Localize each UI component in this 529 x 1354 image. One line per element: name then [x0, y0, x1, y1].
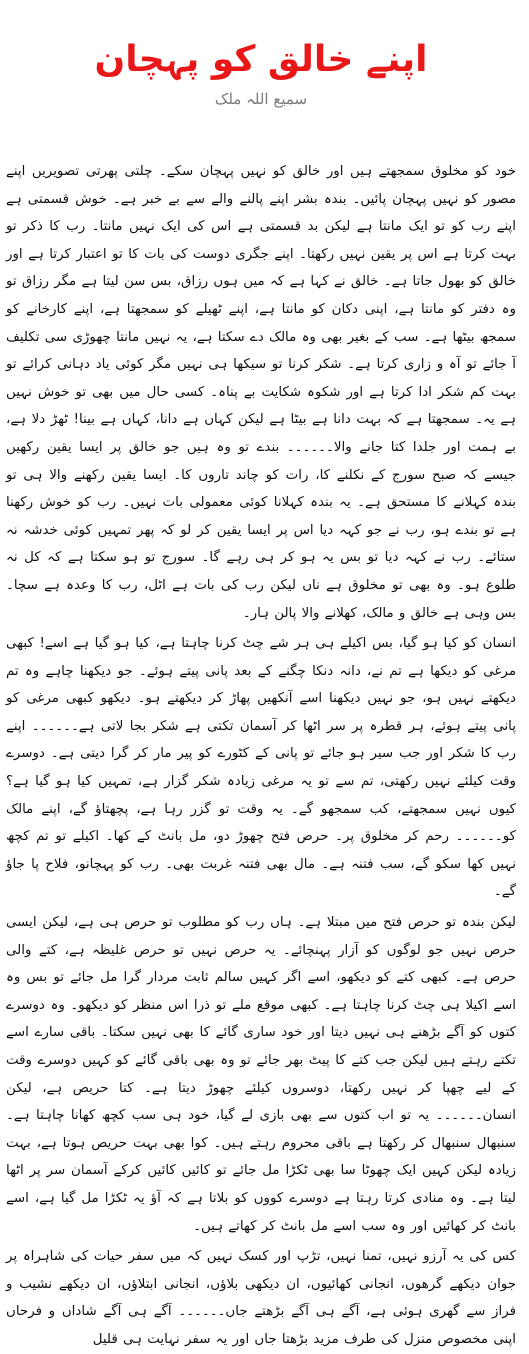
article-paragraph-1: خود کو مخلوق سمجھتے ہیں اور خالق کو نہیں پہچان سکے۔ چلتی پھرتی تصویریں اپنے مصور کو نہیں پہچان پائیں۔ بندہ بشر اپنے پالنے والے سے بے خبر ہے۔ خوش قسمتی ہے اپنے رب کو تو ایک مانتا ہے لیکن بد قسمتی ہے اس کی ایک نہیں مانتا۔ رب کا ذکر تو بہت کرتا ہے اس پر یقین نہیں رکھتا۔ اپنے جگری دوست کی بات کا تو اعتبار کرتا ہے اور خالق کو بھول جاتا ہے۔ خالق نے کہا ہے کہ میں ہوں رزاق، بس سن لیتا ہے مگر رزاق تو وہ دفتر کو مانتا ہے، اپنی دکان کو مانتا ہے، اپنے ٹھیلے کو سمجھتا ہے، اپنے کارخانے کو سمجھ بیٹھا ہے۔ سب کے بغیر بھی وہ مالک دے سکتا ہے، یہ نہیں مانتا چھوڑی سی تکلیف آ جائے تو آہ و زاری کرتا ہے۔ شکر کرنا تو سیکھا ہی نہیں مگر کوئی یاد دہانی کرائے تو بہت کم شکر ادا کرتا ہے اور شکوہ شکایت بے پناہ۔ کسی حال میں بھی تو خوش نہیں ہے یہ۔ سمجھتا ہے کہ بہت دانا ہے بیٹا ہے لیکن کہاں ہے دانا، کہاں ہے بینا! ٹھڑ دلا ہے، بے ہمت اور جلدا کتا جانے والا۔۔۔۔۔۔ بندے تو وہ ہیں جو خالق پر ایسا یقین رکھیں جیسے کہ صبح سورج کے نکلنے کا، رات کو چاند تاروں کا۔ ایسا یقین رکھنے والا ہی تو بندہ کہلانے کا مستحق ہے۔ یہ بندہ کہلانا کوئی معمولی بات نہیں۔ رب کو خوش رکھنا ہے تو بندے ہو، رب نے جو کہہ دیا اس پر ایسا یقین کر لو کہ پھر تمہیں کوئی خدشہ نہ ستائے۔ رب نے کہہ دیا تو بس یہ ہو کر ہی رہے گا۔ سورج تو ہو سکتا ہے کہ کل نہ طلوع ہو۔ وہ بھی تو مخلوق ہے ناں لیکن رب کی بات ہے اٹل، رب کا وعدہ ہے سچا۔ بس وہی ہے خالق و مالک، کھلانے والا پالن ہار۔ — [6, 164, 516, 621]
article-paragraph-2: انسان کو کیا ہو گیا، بس اکیلے ہی ہر شے چٹ کرنا چاہتا ہے، کیا ہو گیا ہے اسے! کبھی مرغی کو دیکھا ہے تم نے، دانہ دنکا چگنے کے بعد پانی پیتے ہوئے۔ جو دیکھنا چاہے وہ تم دیکھتے نہیں ہو، جو نہیں دیکھنا اسے آنکھیں پھاڑ کر دیکھتے ہو۔ دیکھو کبھی مرغی کو پانی پیتے ہوئے، ہر قطرہ پر سر اٹھا کر آسمان تکتی ہے شکر بجا لاتی ہے۔۔۔۔۔۔ اپنے رب کا شکر اور جب سیر ہو جائے تو پانی کے کٹورے کو پیر مار کر گرا دیتی ہے۔ دوسرے وقت کیلئے نہیں رکھتی، تم سے تو یہ مرغی زیادہ شکر گزار ہے، تمہیں کیا ہو گیا ہے؟ کیوں نہیں سمجھتے، کب سمجھو گے۔ یہ وقت تو گزر رہا ہے، پچھتاؤ گے، اپنے مالک کو۔۔۔۔۔۔ رحم کر مخلوق پر۔ حرص فتح چھوڑ دو، مل بانٹ کے کھا۔ اکیلے تو تم کچھ نہیں کھا سکو گے، سب فتنہ ہے۔ مال بھی فتنہ غربت بھی۔ رب کو پہچانو، فلاح پا جاؤ گے۔ — [6, 636, 516, 900]
article-paragraph-3: لیکن بندہ تو حرص فتح میں مبتلا ہے۔ ہاں رب کو مطلوب تو حرص ہی ہے، لیکن ایسی حرص نہیں جو لوگوں کو آزار پہنچائے۔ یہ حرص نہیں تو حرص غلیظہ ہے، کتے والی حرص ہے۔ کبھی کتے کو دیکھو، اسے اگر کہیں سالم ثابت مردار گرا مل جائے تو بس وہ اسے اکیلا ہی چٹ کرنا چاہتا ہے۔ کبھی موقع ملے تو ذرا اس منظر کو دیکھو۔ وہ دوسرے کتوں کو آگے بڑھنے ہی نہیں دیتا اور خود ساری گائے کا بھی نہیں سکتا۔ باقی سارے اسے تکتے رہتے ہیں لیکن جب کتے کا پیٹ بھر جائے تو وہ بھی باقی گائے کو کہیں دوسرے وقت کے لیے چھپا کر نہیں رکھتا، دوسروں کیلئے چھوڑ دیتا ہے۔ کتا حریص ہے، لیکن انسان۔۔۔۔۔۔ یہ تو اب کتوں سے بھی بازی لے گیا، خود ہی سب کچھ کھانا چاہتا ہے۔ سنبھال سنبھال کر رکھتا ہے باقی محروم رہتے ہیں۔ کوا بھی بہت حریص ہوتا ہے، بہت زیادہ لیکن کہیں ایک چھوٹا سا بھی ٹکڑا مل جائے تو کائیں کائیں کرکے آسمان سر پر اٹھا لیتا ہے۔ وہ منادی کرتا رہتا ہے دوسرے کووں کو بلاتا ہے کہ آؤ یہ ٹکڑا مل گیا ہے، اسے بانٹ کر کھائیں اور وہ سب اسے مل بانٹ کر کھاتے ہیں۔ — [6, 915, 516, 1234]
article-paragraph-4: کس کی یہ آرزو نہیں، تمنا نہیں، تڑپ اور کسک نہیں کہ میں سفر حیات کی شاہراہ پر جوان دیکھے گرھوں، انجانی کھائیوں، ان دیکھی بلاؤں، انجانی ابتلاؤں، ان دیکھے نشیب و فراز سے گھری ہوئی ہے، آگے ہی آگے بڑھتے جاں۔۔۔۔۔۔ آگے ہی آگے شاداں و فرحاں اپنی مخصوص منزل کی طرف مزید بڑھتا جاں اور یہ سفر نہایت ہی قلیل — [6, 1249, 516, 1347]
article-body — [6, 158, 516, 1347]
article-author-signature: سمیع اللہ ملک — [214, 90, 308, 108]
article-title: اپنے خالق کو پہچان — [94, 39, 428, 80]
